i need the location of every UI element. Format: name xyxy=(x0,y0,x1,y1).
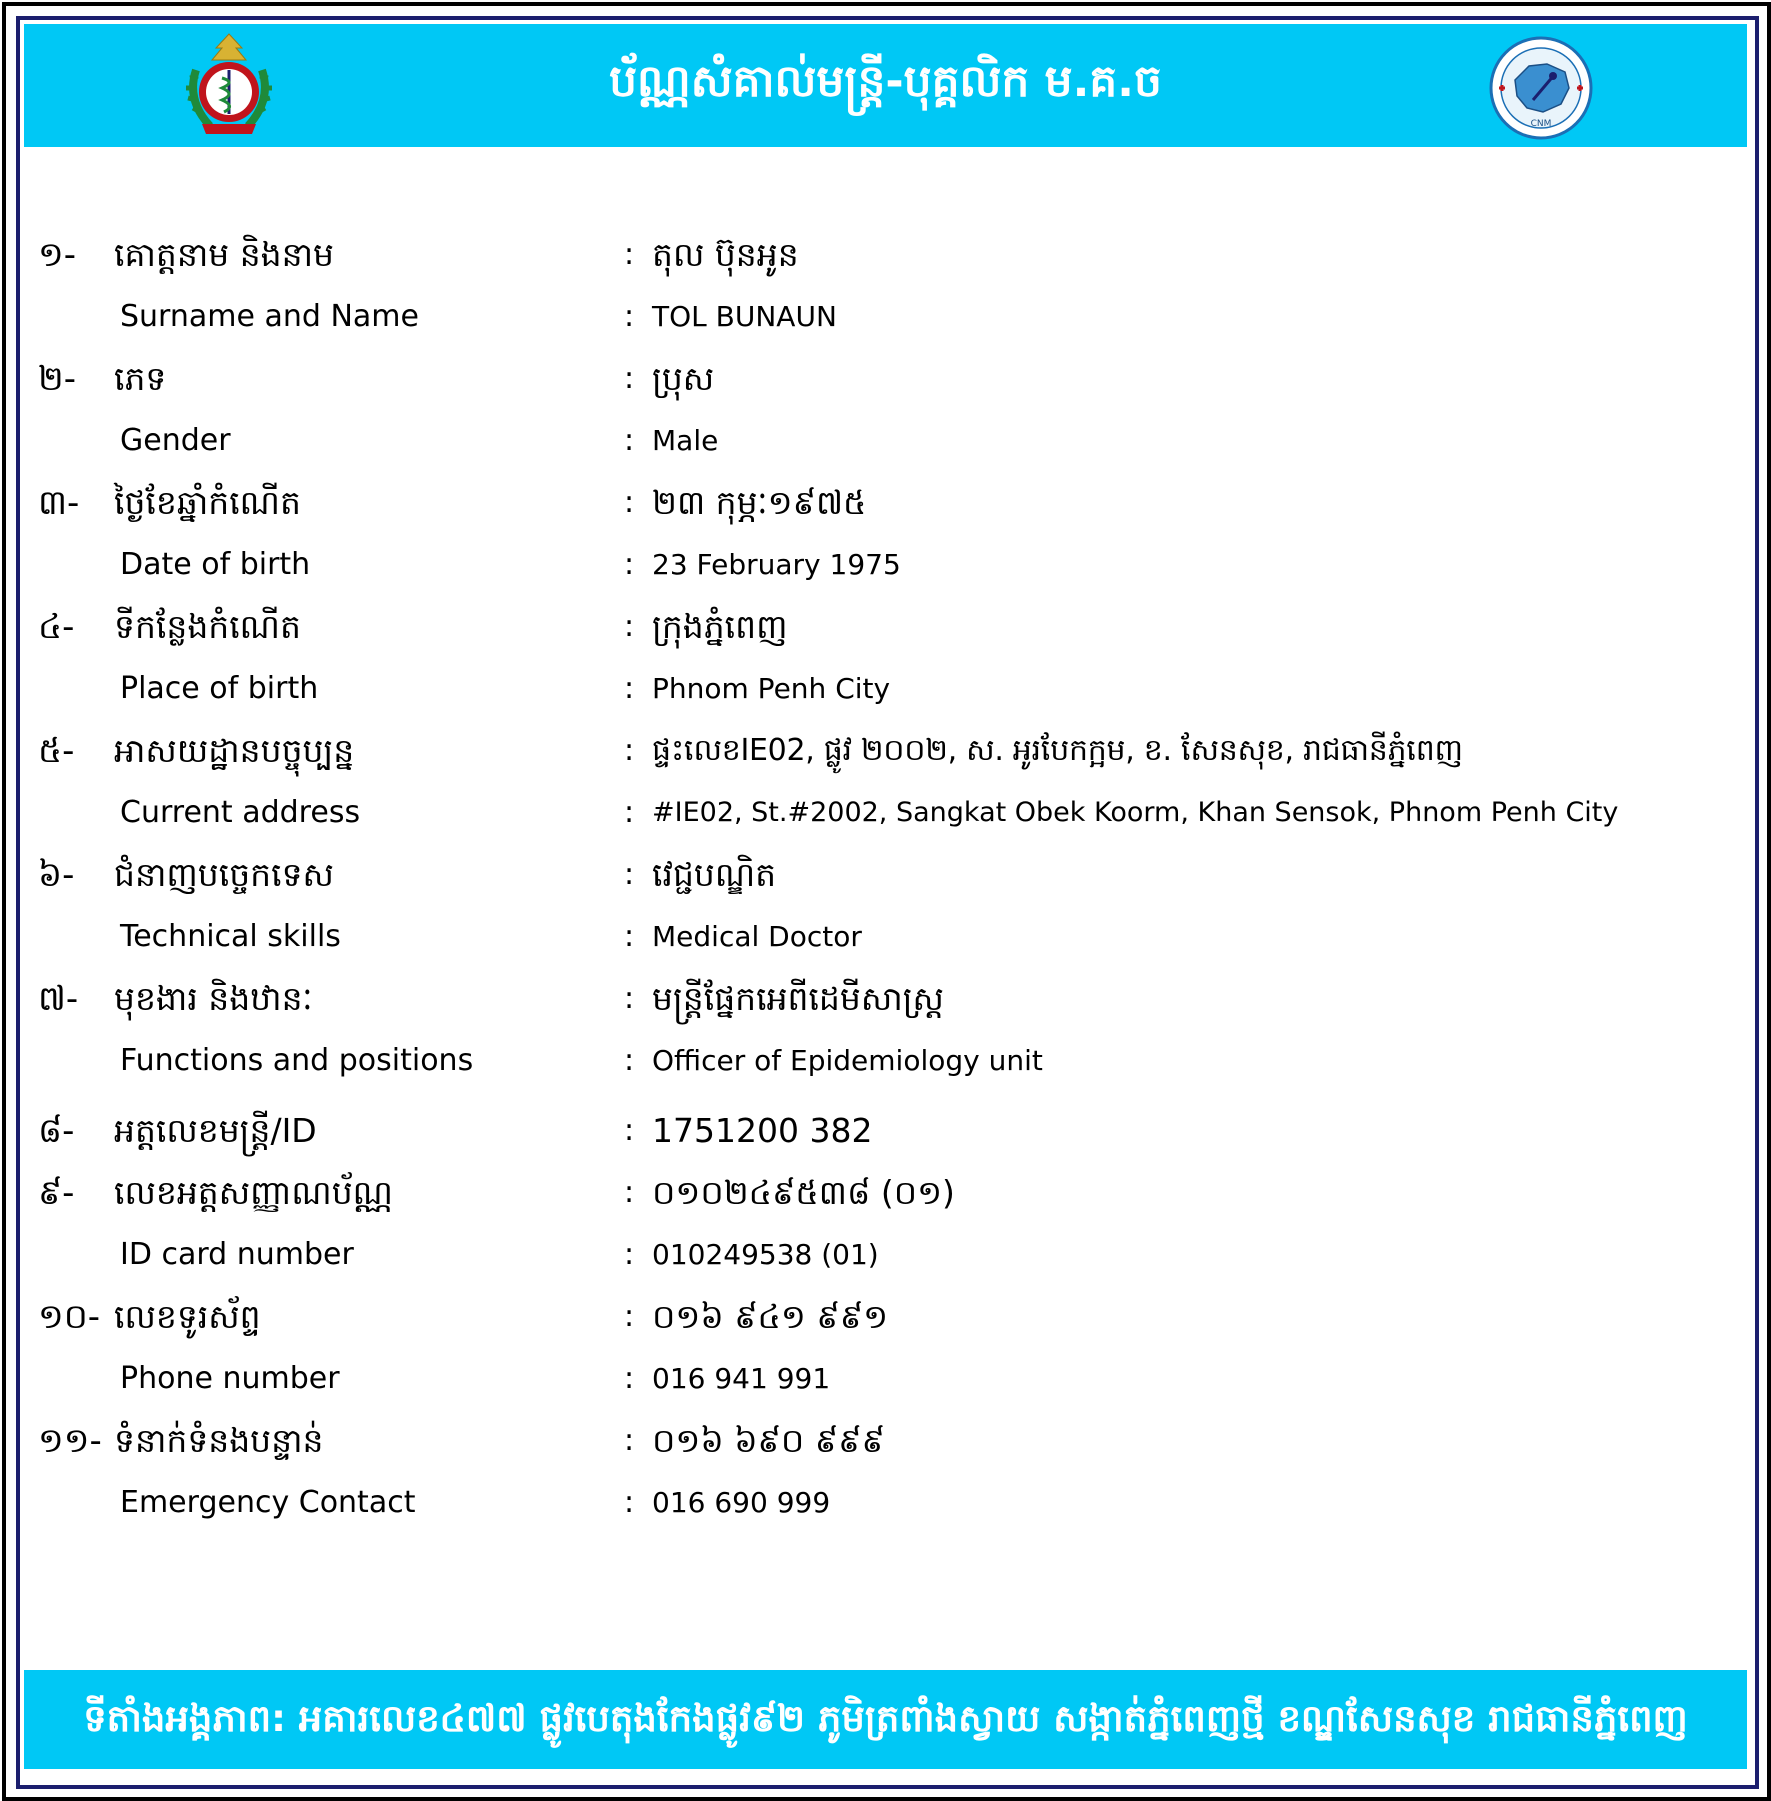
field-10-en xyxy=(0,1354,1771,1404)
field-number: ៣- xyxy=(38,483,80,523)
field-4-km xyxy=(0,602,1771,652)
field-value: 010249538 (01) xyxy=(652,1238,879,1271)
field-value: ប្រុស xyxy=(652,359,715,398)
field-value: វេជ្ជបណ្ឌិត xyxy=(652,855,777,894)
field-number: ១០- xyxy=(38,1297,101,1337)
field-label: Date of birth xyxy=(120,547,311,582)
field-9-km xyxy=(0,1168,1771,1218)
field-10-km xyxy=(0,1292,1771,1342)
field-label: Place of birth xyxy=(120,671,319,706)
field-11-km xyxy=(0,1416,1771,1466)
field-label: គោត្តនាម និងនាម xyxy=(114,235,334,274)
seal-caption: CNM xyxy=(1530,119,1552,129)
field-number: ៤- xyxy=(38,607,75,647)
field-value: #IE02, St.#2002, Sangkat Obek Koorm, Khan Sensok, Phnom Penh City xyxy=(652,797,1619,828)
colon: : xyxy=(624,485,635,520)
colon: : xyxy=(624,609,635,644)
field-1-en xyxy=(0,292,1771,342)
card-title: ប័ណ្ណសំគាល់មន្ត្រី-បុគ្គលិក ម.គ.ច xyxy=(609,56,1162,107)
field-value: 016 941 991 xyxy=(652,1362,831,1395)
field-value: ក្រុងភ្នំពេញ xyxy=(652,607,788,646)
field-label: លេខទូរស័ព្ទ xyxy=(114,1297,261,1336)
header-band xyxy=(24,24,1747,147)
colon: : xyxy=(624,547,635,582)
field-label: ភេទ xyxy=(114,359,167,398)
colon: : xyxy=(624,1299,635,1334)
field-label: ថ្ងៃខែឆ្នាំកំណើត xyxy=(114,483,301,522)
field-label: Functions and positions xyxy=(120,1043,474,1078)
field-label: មុខងារ និងឋានៈ xyxy=(114,979,313,1018)
field-5-en xyxy=(0,788,1771,838)
colon: : xyxy=(624,1175,635,1210)
field-5-km xyxy=(0,726,1771,776)
field-number: ២- xyxy=(38,359,77,399)
field-label: អាសយដ្ឋានបច្ចុប្បន្ន xyxy=(114,731,355,770)
field-label: អត្តលេខមន្ត្រី/ID xyxy=(114,1111,317,1150)
field-number: ១- xyxy=(38,235,77,275)
colon: : xyxy=(624,299,635,334)
field-2-en xyxy=(0,416,1771,466)
colon: : xyxy=(624,919,635,954)
colon: : xyxy=(624,733,635,768)
field-label: Emergency Contact xyxy=(120,1485,416,1520)
field-number: ១១- xyxy=(38,1421,102,1461)
field-value: តុល ប៊ុនអូន xyxy=(652,235,799,274)
field-value: Medical Doctor xyxy=(652,920,862,953)
colon: : xyxy=(624,857,635,892)
field-label: ទីកន្លែងកំណើត xyxy=(114,607,301,646)
field-label: លេខអត្តសញ្ញាណប័ណ្ណ xyxy=(114,1173,393,1212)
colon: : xyxy=(624,981,635,1016)
field-value: ០១០២៤៩៥៣៨ (០១) xyxy=(652,1173,955,1212)
field-number: ៨- xyxy=(38,1111,75,1151)
field-2-km xyxy=(0,354,1771,404)
colon: : xyxy=(624,237,635,272)
colon: : xyxy=(624,1043,635,1078)
field-7-km xyxy=(0,974,1771,1024)
colon: : xyxy=(624,1237,635,1272)
field-6-km xyxy=(0,850,1771,900)
colon: : xyxy=(624,1113,635,1148)
field-label: ជំនាញបច្ចេកទេស xyxy=(114,855,334,894)
field-value: TOL BUNAUN xyxy=(652,300,837,333)
field-value: មន្ត្រីផ្នែកអេពីដេមីសាស្ត្រ xyxy=(652,979,944,1018)
field-number: ៥- xyxy=(38,731,75,771)
field-label: ទំនាក់ទំនងបន្ទាន់ xyxy=(114,1421,324,1460)
colon: : xyxy=(624,1485,635,1520)
field-number: ៧- xyxy=(38,979,79,1019)
field-3-en xyxy=(0,540,1771,590)
colon: : xyxy=(624,1361,635,1396)
field-number: ៦- xyxy=(38,855,75,895)
field-number: ៩- xyxy=(38,1173,75,1213)
field-label: Phone number xyxy=(120,1361,340,1396)
field-value: ០១៦ ៦៩០ ៩៩៩ xyxy=(652,1421,885,1460)
field-value: 1751200 382 xyxy=(652,1111,873,1150)
field-value: ផ្ទះលេខIE02, ផ្លូវ ២០០២, ស. អូរបែកក្អម, ខ. សែនសុខ, រាជធានីភ្នំពេញ xyxy=(652,733,1463,768)
field-3-km xyxy=(0,478,1771,528)
footer-band xyxy=(24,1670,1747,1769)
field-value: ២៣ កុម្ភៈ១៩៧៥ xyxy=(652,483,867,522)
colon: : xyxy=(624,1423,635,1458)
field-label: Current address xyxy=(120,795,361,830)
field-value: 23 February 1975 xyxy=(652,548,901,581)
field-value: Male xyxy=(652,424,719,457)
field-4-en xyxy=(0,664,1771,714)
field-6-en xyxy=(0,912,1771,962)
field-label: Gender xyxy=(120,423,231,458)
colon: : xyxy=(624,671,635,706)
field-9-en xyxy=(0,1230,1771,1280)
colon: : xyxy=(624,423,635,458)
colon: : xyxy=(624,795,635,830)
field-label: Surname and Name xyxy=(120,299,419,334)
field-value: ០១៦ ៩៤១ ៩៩១ xyxy=(652,1297,889,1336)
field-value: Officer of Epidemiology unit xyxy=(652,1044,1043,1077)
field-7-en xyxy=(0,1036,1771,1086)
field-value: Phnom Penh City xyxy=(652,672,891,705)
colon: : xyxy=(624,361,635,396)
field-label: ID card number xyxy=(120,1237,354,1272)
field-label: Technical skills xyxy=(120,919,341,954)
office-location: ទីតាំងអង្គភាព: អគារលេខ៤៧៧ ផ្លូវបេតុងកែងផ្លូវ៩២ ភូមិត្រពាំងស្វាយ សង្កាត់ភ្នំពេញថ្មី ខណ្ឌសែនសុខ រាជធានីភ្នំពេញ xyxy=(83,1697,1688,1740)
cambodia-map-seal-icon xyxy=(1489,36,1593,140)
field-8-km xyxy=(0,1106,1771,1156)
field-1-km xyxy=(0,230,1771,280)
field-value: 016 690 999 xyxy=(652,1486,831,1519)
field-11-en xyxy=(0,1478,1771,1528)
